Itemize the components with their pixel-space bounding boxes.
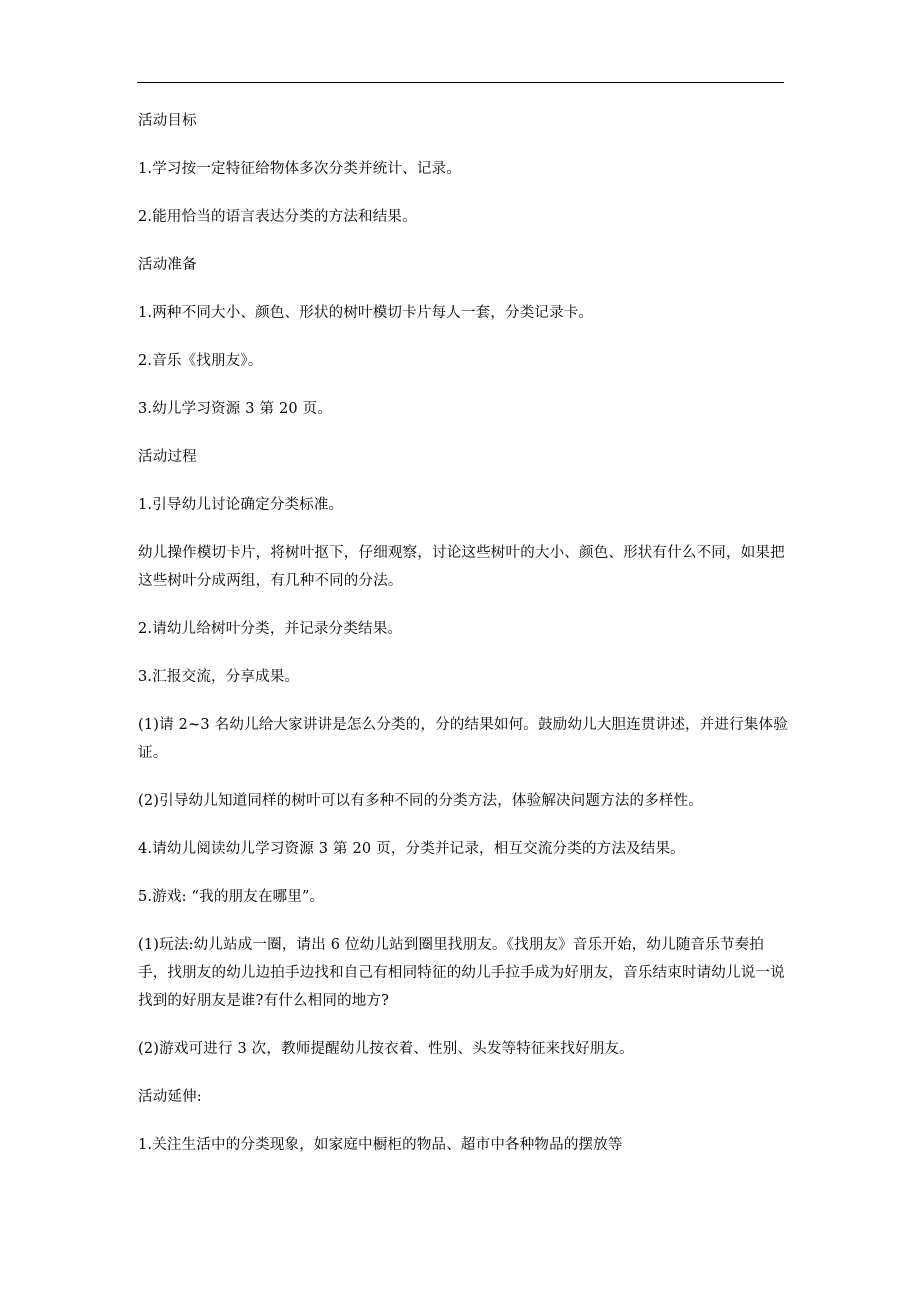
section-heading-preparation: 活动准备 [138,257,197,273]
process-item-4: 4.请幼儿阅读幼儿学习资源 3 第 20 页，分类并记录，相互交流分类的方法及结果。 [138,841,685,857]
section-heading-extension: 活动延伸: [138,1089,202,1105]
process-paragraph-body: 幼儿操作模切卡片，将树叶抠下，仔细观察，讨论这些树叶的大小、颜色、形状有什么不同，如果把这些树叶分成两组，有几种不同的分法。 [138,545,785,589]
process-subitem-3-1: (1)请 2~3 名幼儿给大家讲讲是怎么分类的，分的结果如何。鼓励幼儿大胆连贯讲述，并进行集体验证。 [138,717,788,761]
preparation-item-1: 1.两种不同大小、颜色、形状的树叶模切卡片每人一套，分类记录卡。 [138,305,594,321]
document-body [138,107,788,1179]
process-item-1: 1.引导幼儿讨论确定分类标准。 [138,497,344,513]
goal-item-2: 2.能用恰当的语言表达分类的方法和结果。 [138,209,417,225]
goal-item-1: 1.学习按一定特征给物体多次分类并统计、记录。 [138,161,461,177]
process-item-5: 5.游戏: “我的朋友在哪里”。 [138,889,325,905]
process-item-3: 3.汇报交流，分享成果。 [138,669,300,685]
process-subitem-3-2: (2)引导幼儿知道同样的树叶可以有多种不同的分类方法，体验解决问题方法的多样性。 [138,793,704,809]
process-subitem-5-2: (2)游戏可进行 3 次，教师提醒幼儿按衣着、性别、头发等特征来找好朋友。 [138,1041,634,1057]
section-heading-goals: 活动目标 [138,113,197,129]
section-heading-process: 活动过程 [138,449,197,465]
process-item-2: 2.请幼儿给树叶分类，并记录分类结果。 [138,621,403,637]
preparation-item-3: 3.幼儿学习资源 3 第 20 页。 [138,401,333,417]
preparation-item-2: 2.音乐《找朋友》。 [138,353,263,369]
process-subitem-5-1: (1)玩法:幼儿站成一圈，请出 6 位幼儿站到圈里找朋友。《找朋友》音乐开始，幼儿随音乐节奏拍手，找朋友的幼儿边拍手边找和自己有相同特征的幼儿手拉手成为好朋友，音乐结束时请幼儿说一说找到的好朋友是谁?有什么相同的地方? [138,937,785,1009]
extension-item-1: 1.关注生活中的分类现象，如家庭中橱柜的物品、超市中各种物品的摆放等 [138,1137,623,1153]
header-rule [137,82,784,83]
